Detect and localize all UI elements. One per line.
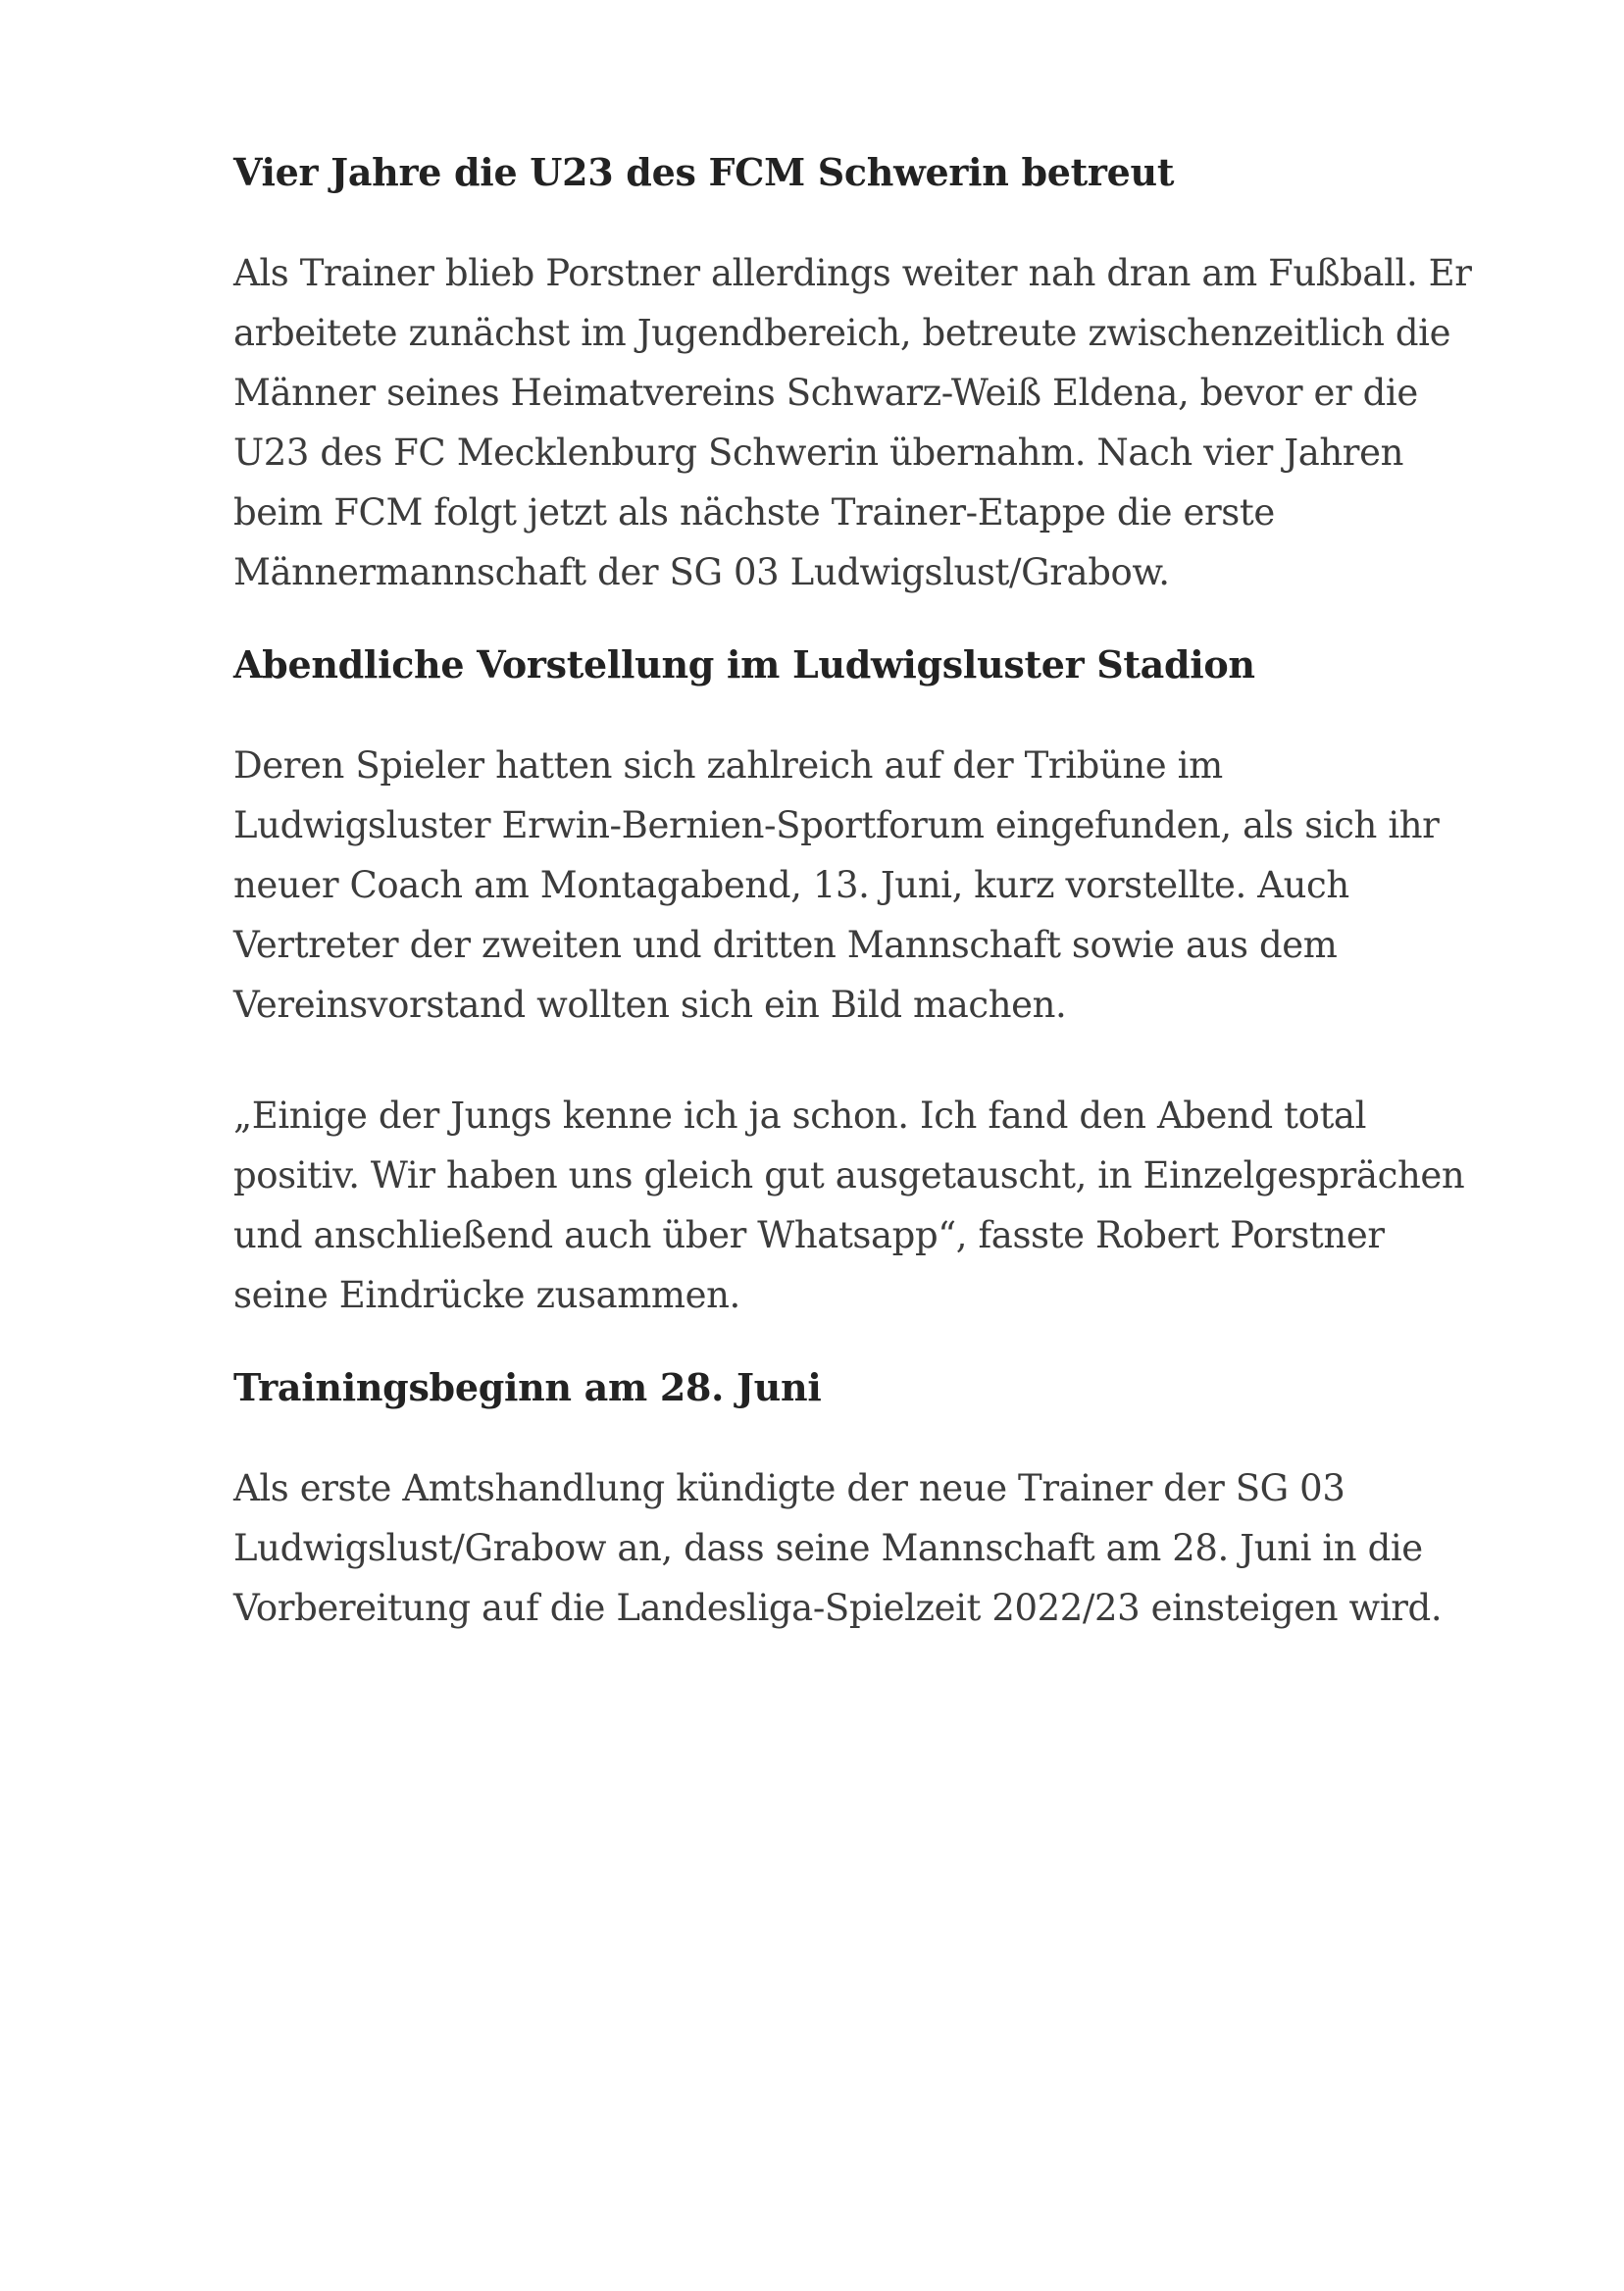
text-line: Als erste Amtshandlung kündigte der neue Trainer der SG 03 bbox=[233, 1467, 1345, 1509]
paragraph bbox=[233, 243, 1472, 602]
section-heading: Trainingsbeginn am 28. Juni bbox=[233, 1365, 822, 1409]
text-line: Ludwigsluster Erwin-Bernien-Sportforum eingefunden, als sich ihr bbox=[233, 804, 1440, 846]
text-line: Vereinsvorstand wollten sich ein Bild machen. bbox=[233, 984, 1067, 1026]
section-heading: Vier Jahre die U23 des FCM Schwerin betreut bbox=[233, 150, 1175, 194]
text-line: Vertreter der zweiten und dritten Mannschaft sowie aus dem bbox=[233, 924, 1338, 966]
text-line: Als Trainer blieb Porstner allerdings weiter nah dran am Fußball. Er bbox=[233, 252, 1472, 294]
text-line: „Einige der Jungs kenne ich ja schon. Ich fand den Abend total bbox=[233, 1095, 1367, 1137]
text-line: beim FCM folgt jetzt als nächste Trainer-Etappe die erste bbox=[233, 491, 1275, 534]
text-line: arbeitete zunächst im Jugendbereich, betreute zwischenzeitlich die bbox=[233, 312, 1451, 354]
text-line: Männermannschaft der SG 03 Ludwigslust/Grabow. bbox=[233, 551, 1170, 593]
text-line: neuer Coach am Montagabend, 13. Juni, kurz vorstellte. Auch bbox=[233, 864, 1349, 906]
text-line: seine Eindrücke zusammen. bbox=[233, 1274, 740, 1316]
text-line: Deren Spieler hatten sich zahlreich auf der Tribüne im bbox=[233, 744, 1223, 787]
text-line: Männer seines Heimatvereins Schwarz-Weiß Eldena, bevor er die bbox=[233, 372, 1418, 414]
paragraph-quote bbox=[233, 1086, 1465, 1325]
paragraph bbox=[233, 736, 1440, 1035]
text-line: U23 des FC Mecklenburg Schwerin übernahm. Nach vier Jahren bbox=[233, 432, 1403, 474]
text-line: Ludwigslust/Grabow an, dass seine Mannschaft am 28. Juni in die bbox=[233, 1527, 1423, 1569]
article-body bbox=[233, 147, 1472, 1638]
text-line: und anschließend auch über Whatsapp“, fasste Robert Porstner bbox=[233, 1214, 1385, 1256]
text-line: positiv. Wir haben uns gleich gut ausgetauscht, in Einzelgesprächen bbox=[233, 1154, 1465, 1196]
text-line: Vorbereitung auf die Landesliga-Spielzeit 2022/23 einsteigen wird. bbox=[233, 1587, 1443, 1629]
section-heading: Abendliche Vorstellung im Ludwigsluster Stadion bbox=[233, 642, 1255, 687]
paragraph bbox=[233, 1458, 1443, 1638]
